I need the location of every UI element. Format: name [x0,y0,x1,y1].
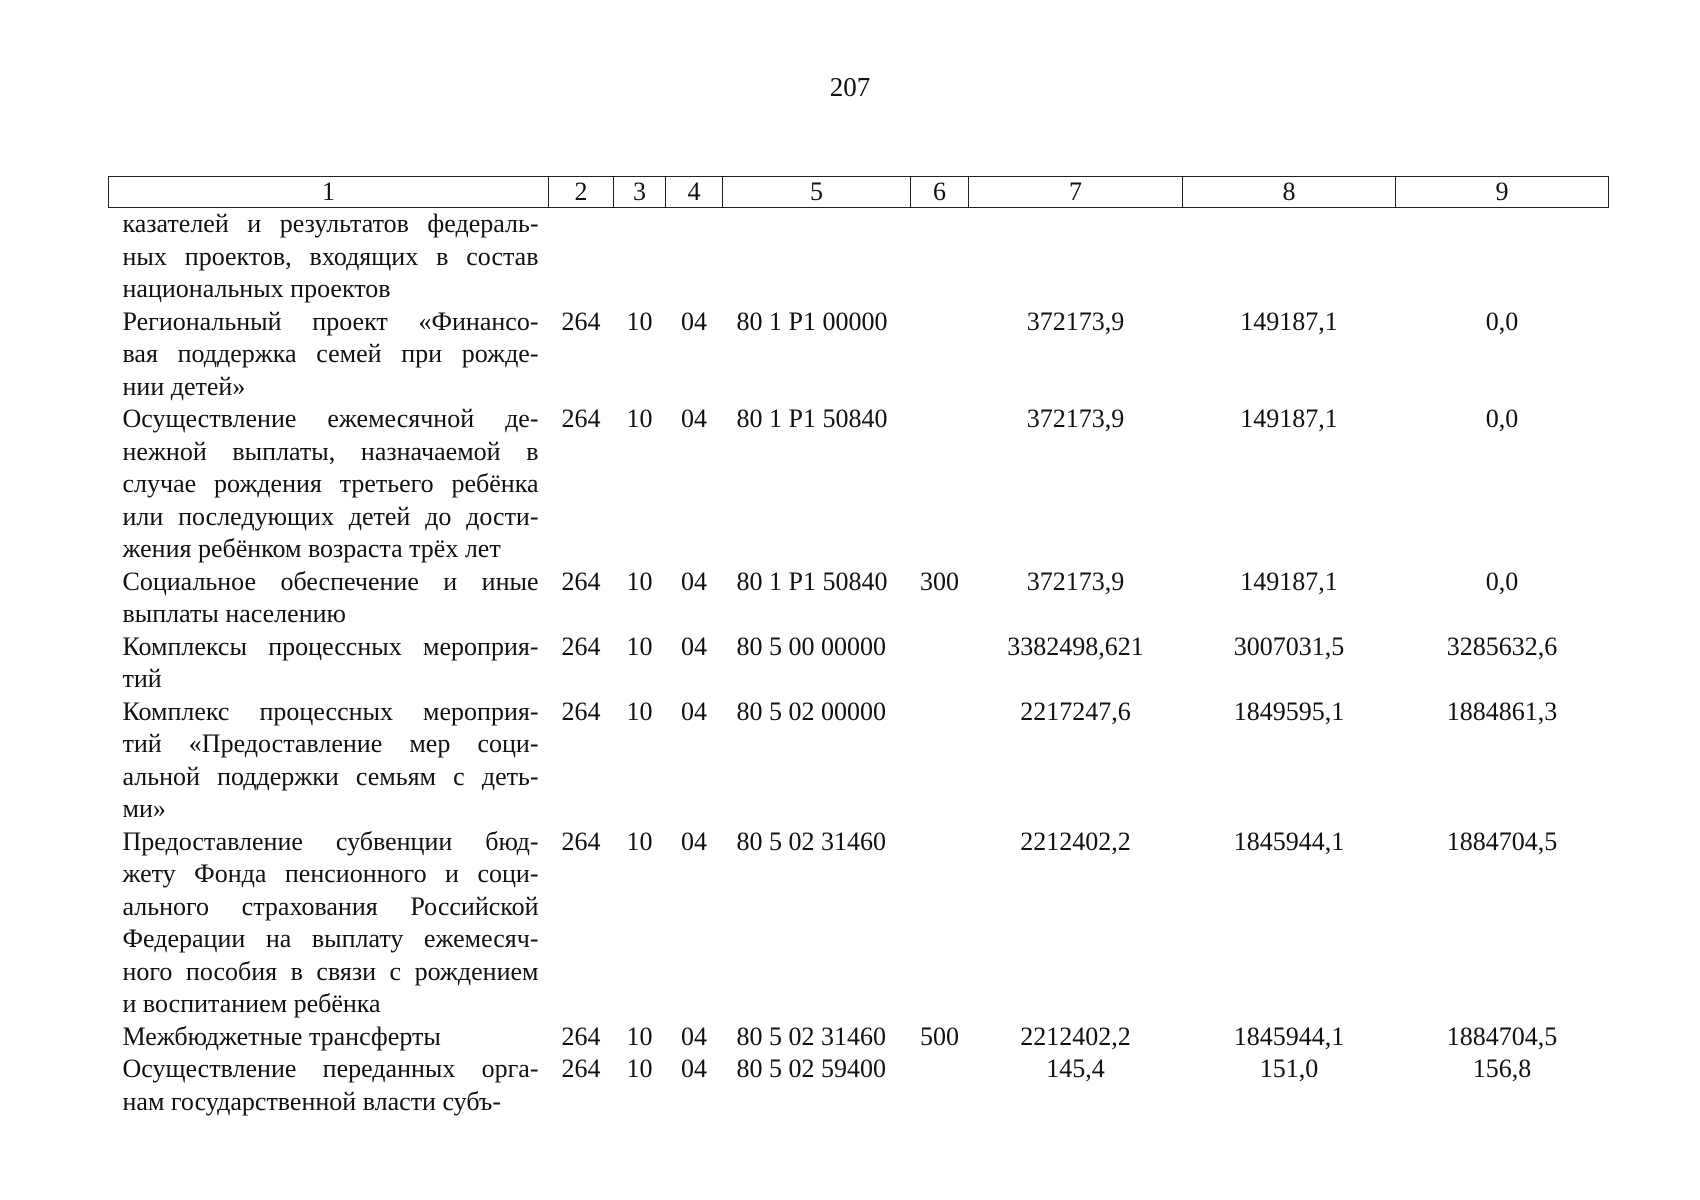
header-col-8: 8 [1183,177,1396,208]
row-name-line: или последующих детей до дости- [122,501,539,531]
table-row [109,696,1609,826]
table-row [109,403,1609,566]
row-name-cell [109,566,549,631]
subsection-code-cell: 04 [681,1054,707,1083]
table-row [109,306,1609,404]
row-name-line: жету Фонда пенсионного и соци- [122,859,539,888]
ministry-code-cell: 264 [561,826,601,856]
target-article-cell: 80 1 P1 00000 [736,306,888,336]
expense-type-cell [911,403,969,566]
ministry-code-cell: 264 [561,1021,601,1051]
expense-type-cell [911,696,969,826]
table-row [109,1053,1609,1118]
subsection-code-cell: 04 [681,1021,707,1051]
target-article-cell: 80 5 02 31460 [736,1021,886,1051]
row-name-line: Комплекс процессных мероприя- [122,696,539,726]
row-name-line: Комплексы процессных мероприя- [122,631,539,661]
header-col-2: 2 [549,177,614,208]
amount-col7-cell: 372173,9 [1026,306,1125,336]
row-name-line: нежной выплаты, назначаемой в [122,436,539,466]
amount-col9-cell: 3285632,6 [1446,631,1558,661]
amount-col8-cell: 3007031,5 [1233,631,1345,661]
table-row [109,631,1609,696]
section-code-cell [614,208,666,306]
table-header [109,177,1609,208]
row-name-cell [109,826,549,1021]
row-name-cell [109,403,549,566]
table-row [109,566,1609,631]
table-row [109,826,1609,1021]
section-code-cell: 10 [626,826,653,856]
row-name-line: вая поддержка семей при рожде- [122,339,539,368]
expense-type-cell [911,306,969,404]
amount-col8-cell: 149187,1 [1240,404,1338,433]
row-name-line: выплаты населению [122,599,346,628]
row-name-line: ального страхования Российской [122,891,539,921]
section-code-cell: 10 [626,631,653,661]
target-article-cell: 80 5 02 31460 [736,826,886,856]
amount-col8-cell: 1845944,1 [1233,1021,1345,1051]
header-col-5: 5 [723,177,911,208]
row-name-line: тий [122,664,162,693]
ministry-code-cell: 264 [561,306,601,336]
subsection-code-cell: 04 [681,306,707,336]
expense-type-cell [911,826,969,1021]
amount-col7-cell: 2212402,2 [1020,1021,1131,1051]
expense-type-cell [911,208,969,306]
amount-col8-cell [1183,208,1396,306]
section-code-cell: 10 [626,696,653,726]
header-col-9: 9 [1396,177,1609,208]
expense-type-cell [911,1053,969,1118]
amount-col9-cell: 0,0 [1485,404,1519,433]
row-name-line: ми» [122,794,166,823]
table-row [109,1021,1609,1054]
target-article-cell: 80 5 00 00000 [736,631,886,661]
row-name-cell [109,306,549,404]
table-body [109,208,1609,1119]
ministry-code-cell [549,208,614,306]
amount-col9-cell: 1884704,5 [1446,1021,1558,1051]
expense-type-cell [911,631,969,696]
amount-col9-cell: 0,0 [1485,306,1519,336]
amount-col8-cell: 149187,1 [1240,566,1338,596]
section-code-cell: 10 [626,1054,653,1083]
budget-table [108,176,1609,1118]
amount-col9-cell [1396,208,1609,306]
row-name-line: Осуществление ежемесячной де- [122,404,539,433]
row-name-cell [109,631,549,696]
row-name-line: Осуществление переданных орга- [122,1054,539,1083]
section-code-cell: 10 [626,566,653,596]
subsection-code-cell [666,208,723,306]
target-article-cell: 80 5 02 59400 [736,1054,886,1083]
header-row [109,177,1609,208]
subsection-code-cell: 04 [681,404,707,433]
amount-col7-cell: 145,4 [1046,1054,1105,1083]
row-name-cell [109,208,549,306]
section-code-cell: 10 [626,1021,653,1051]
subsection-code-cell: 04 [681,826,707,856]
row-name-cell [109,1021,549,1054]
subsection-code-cell: 04 [681,631,707,661]
target-article-cell: 80 1 P1 50840 [736,404,888,433]
header-col-3: 3 [614,177,666,208]
amount-col9-cell: 0,0 [1485,566,1519,596]
header-col-4: 4 [666,177,723,208]
row-name-line: Федерации на выплату ежемесяч- [122,924,539,953]
ministry-code-cell: 264 [561,696,601,726]
amount-col8-cell: 149187,1 [1240,306,1338,336]
amount-col7-cell [969,208,1183,306]
table-row [109,208,1609,306]
target-article-cell: 80 1 P1 50840 [736,566,888,596]
row-name-line: случае рождения третьего ребёнка [122,469,539,498]
amount-col7-cell: 372173,9 [1026,404,1125,433]
amount-col7-cell: 3382498,621 [1007,631,1144,661]
row-name-line: тий «Предоставление мер соци- [122,729,539,758]
ministry-code-cell: 264 [561,631,601,661]
amount-col7-cell: 372173,9 [1026,566,1125,596]
section-code-cell: 10 [626,306,653,336]
ministry-code-cell: 264 [561,404,601,433]
amount-col7-cell: 2217247,6 [1020,696,1131,726]
row-name-line: казателей и результатов федераль- [122,209,539,238]
page-number: 207 [829,72,871,102]
ministry-code-cell: 264 [561,566,601,596]
row-name-line: ных проектов, входящих в состав [122,241,539,271]
row-name-cell [109,696,549,826]
row-name-line: жения ребёнком возраста трёх лет [122,534,501,563]
expense-type-cell: 500 [920,1021,959,1051]
row-name-line: ного пособия в связи с рождением [122,956,539,986]
row-name-cell [109,1053,549,1118]
ministry-code-cell: 264 [561,1054,601,1083]
row-name-line: нам государственной власти субъ- [122,1086,502,1116]
expense-type-cell: 300 [920,566,959,596]
row-name-line: нии детей» [122,371,246,401]
amount-col7-cell: 2212402,2 [1020,826,1131,856]
section-code-cell: 10 [626,404,653,433]
amount-col8-cell: 1845944,1 [1233,826,1345,856]
amount-col8-cell: 1849595,1 [1233,696,1345,726]
amount-col8-cell: 151,0 [1259,1054,1319,1083]
row-name-line: и воспитанием ребёнка [122,989,381,1018]
subsection-code-cell: 04 [681,566,707,596]
target-article-cell: 80 5 02 00000 [736,696,886,726]
row-name-line: Межбюджетные трансферты [122,1021,441,1051]
row-name-line: альной поддержки семьям с деть- [122,761,539,791]
header-col-1: 1 [109,177,549,208]
subsection-code-cell: 04 [681,696,707,726]
row-name-line: Социальное обеспечение и иные [122,566,539,596]
header-col-7: 7 [969,177,1183,208]
row-name-line: Предоставление субвенции бюд- [122,826,539,856]
target-article-cell [723,208,911,306]
row-name-line: Региональный проект «Финансо- [122,306,539,336]
header-col-6: 6 [911,177,969,208]
row-name-line: национальных проектов [122,274,391,303]
amount-col9-cell: 1884704,5 [1446,826,1558,856]
amount-col9-cell: 1884861,3 [1446,696,1558,726]
budget-table-container [108,176,1609,1118]
amount-col9-cell: 156,8 [1472,1054,1532,1083]
